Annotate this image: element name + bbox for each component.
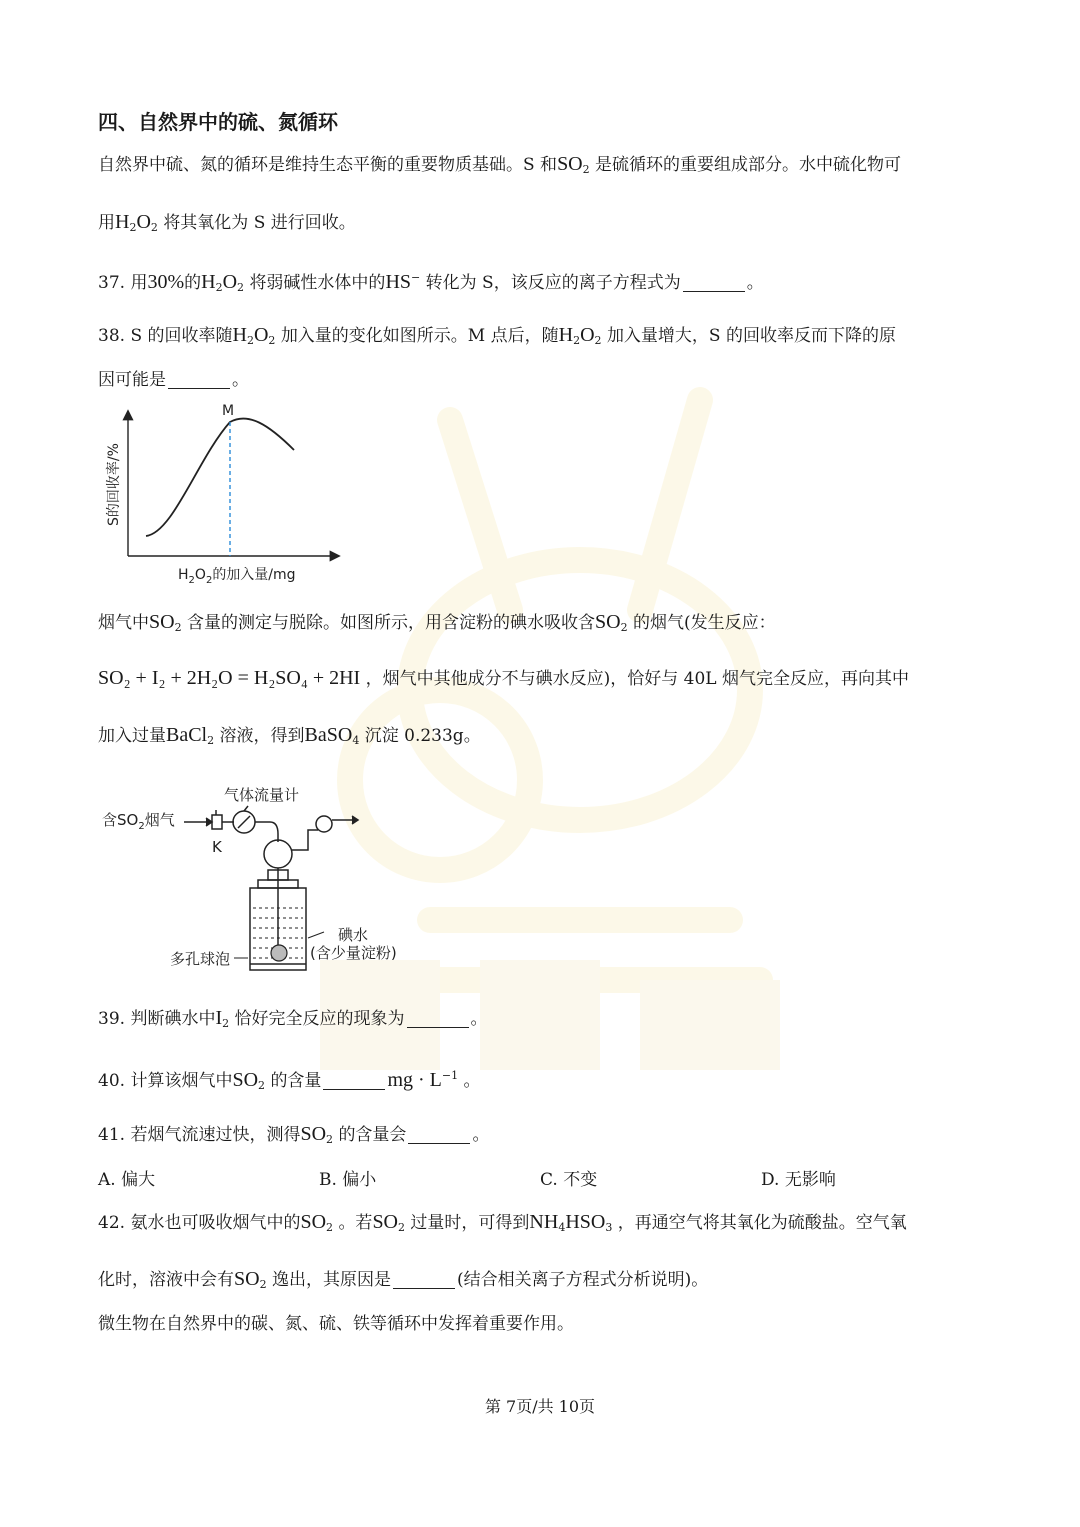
valve-k-icon xyxy=(212,815,222,829)
formula-i2: I xyxy=(215,1007,223,1029)
absorption-apparatus xyxy=(98,778,438,978)
option-b[interactable]: B. 偏小 xyxy=(319,1170,377,1190)
question-41: 41. 若烟气流速过快，测得$SO_2$ 的含量会 。 xyxy=(98,1123,490,1146)
flue-text: 含量的测定与脱除。如图所示，用含淀粉的碘水吸收含 xyxy=(186,613,595,633)
iodine-water-label: 碘水 xyxy=(338,926,369,944)
porous-bubbler-icon xyxy=(271,945,287,961)
q37-text: 37. 用 xyxy=(98,273,148,293)
question-38-cont xyxy=(98,368,249,392)
option-c[interactable]: C. 不变 xyxy=(540,1170,598,1190)
question-40: 40. 计算该烟气中$SO_2$ 的含量 mg · $L^{-1}$ 。 xyxy=(98,1069,481,1092)
q41-text: 41. 若烟气流速过快，测得 xyxy=(98,1125,301,1145)
q37-text: 的 xyxy=(184,273,202,293)
starch-label: (含少量淀粉) xyxy=(310,944,397,962)
q37-text: 。 xyxy=(746,273,764,293)
formula-bacl2: BaCl xyxy=(166,724,208,746)
q38-text: 加入量增大，S 的回收率反而下降的原 xyxy=(606,326,896,346)
formula-baso4: BaSO xyxy=(304,724,353,746)
flue-line-1: 烟气中$SO_2$ 含量的测定与脱除。如图所示，用含淀粉的碘水吸收含$SO_2$ 的烟气(发生反应： xyxy=(98,611,776,634)
q42-text: (结合相关离子方程式分析说明)。 xyxy=(456,1270,709,1290)
valve-label: K xyxy=(212,838,222,856)
bubbler-label: 多孔球泡 xyxy=(170,950,231,968)
formula-nh4hso3: NH xyxy=(529,1211,559,1233)
flue-line-2 xyxy=(98,666,909,691)
q38-text: 38. S 的回收率随 xyxy=(98,326,233,346)
q38-text: 加入量的变化如图所示。M 点后，随 xyxy=(280,326,559,346)
inlet-label: 含$SO_2$烟气 xyxy=(102,811,175,832)
q38-text: 。 xyxy=(232,370,249,390)
recovery-curve xyxy=(146,418,294,536)
q42-text: 化时，溶液中会有 xyxy=(98,1270,234,1290)
intro-text: 自然界中硫、氮的循环是维持生态平衡的重要物质基础。S 和 xyxy=(98,155,558,175)
answer-blank[interactable] xyxy=(393,1270,455,1289)
closing-line: 微生物在自然界中的碳、氮、硫、铁等循环中发挥着重要作用。 xyxy=(98,1314,574,1334)
q41-text: 的含量会 xyxy=(338,1125,407,1145)
question-42-cont: 化时，溶液中会有$SO_2$ 逸出，其原因是 (结合相关离子方程式分析说明)。 xyxy=(98,1268,709,1291)
intro-text: 将其氧化为 S 进行回收。 xyxy=(163,213,356,233)
flow-meter-label: 气体流量计 xyxy=(224,786,300,804)
answer-blank[interactable] xyxy=(408,1125,470,1144)
answer-blank[interactable] xyxy=(407,1009,469,1028)
q42-text: 。若 xyxy=(338,1213,373,1233)
q42-text: 过量时，可得到 xyxy=(410,1213,530,1233)
flue-text: 烟气中 xyxy=(98,613,149,633)
flue-text: 溶液，得到 xyxy=(219,726,305,746)
answer-blank[interactable] xyxy=(168,370,230,389)
q37-text: 转化为 S，该反应的离子方程式为 xyxy=(425,273,681,293)
q39-text: 。 xyxy=(470,1009,488,1029)
question-42: 42. 氨水也可吸收烟气中的$SO_2$ 。若$SO_2$ 过量时，可得到$NH_4HSO_3$ ，再通空气将其氧化为硫酸盐。空气氧 xyxy=(98,1211,907,1234)
q40-text: 40. 计算该烟气中 xyxy=(98,1071,233,1091)
flue-text: ，烟气中其他成分不与碘水反应)，恰好与 40L 烟气完全反应，再向其中 xyxy=(365,669,909,689)
intro-line-1: 自然界中硫、氮的循环是维持生态平衡的重要物质基础。S 和$SO_2$ 是硫循环的重要组成部分。水中硫化物可 xyxy=(98,153,902,176)
formula-h2o2: H xyxy=(115,211,130,233)
option-a[interactable]: A. 偏大 xyxy=(98,1170,156,1190)
formula-so2: SO xyxy=(557,153,583,175)
q40-text: 。 xyxy=(463,1071,481,1091)
y-axis-label: S的回收率/% xyxy=(106,443,122,526)
option-d[interactable]: D. 无影响 xyxy=(761,1170,836,1190)
q37-text: 将弱碱性水体中的 xyxy=(249,273,386,293)
percent-value: 30% xyxy=(147,271,185,293)
q42-text: ，再通空气将其氧化为硫酸盐。空气氧 xyxy=(617,1213,907,1233)
q38-text: 因可能是 xyxy=(98,370,166,390)
question-38: 38. S 的回收率随$H_2O_2$ 加入量的变化如图所示。M 点后，随$H_2O_2$ 加入量增大，S 的回收率反而下降的原 xyxy=(98,324,896,347)
q39-text: 恰好完全反应的现象为 xyxy=(234,1009,405,1029)
unit-mg-per-l: mg · L xyxy=(387,1069,442,1091)
page-footer: 第 7页/共 10页 xyxy=(484,1397,596,1416)
answer-blank[interactable] xyxy=(323,1071,385,1090)
q41-text: 。 xyxy=(472,1125,490,1145)
q40-text: 的含量 xyxy=(270,1071,322,1091)
q39-text: 39. 判断碘水中 xyxy=(98,1009,216,1029)
x-axis-label: $H_2O_2$的加入量/mg xyxy=(178,567,296,586)
intro-text: 用 xyxy=(98,213,115,233)
intro-text: 是硫循环的重要组成部分。水中硫化物可 xyxy=(595,155,902,175)
absorber-bulb xyxy=(264,840,292,868)
reaction-equation: SO₂ + I₂ + 2H₂O = H₂SO₄ + 2HI xyxy=(98,667,361,689)
question-37: 37. 用30%的$H_2O_2$ 将弱碱性水体中的HS− 转化为 S，该反应的离子方程式为 。 xyxy=(98,271,764,294)
flue-text: 加入过量 xyxy=(98,726,166,746)
q42-text: 逸出，其原因是 xyxy=(271,1270,391,1290)
section-title: 四、自然界中的硫、氮循环 xyxy=(98,110,338,134)
flue-text: 的烟气(发生反应： xyxy=(632,613,776,633)
flue-line-3: 加入过量BaCl$_2$ 溶液，得到BaSO$_4$ 沉淀 0.233g。 xyxy=(98,724,481,747)
formula-hs: HS xyxy=(385,271,412,293)
peak-label: M xyxy=(222,403,235,419)
answer-blank[interactable] xyxy=(683,273,745,292)
question-39: 39. 判断碘水中$I_2$ 恰好完全反应的现象为 。 xyxy=(98,1007,488,1030)
intro-line-2: 用$H_2O_2$ 将其氧化为 S 进行回收。 xyxy=(98,211,356,234)
q42-text: 42. 氨水也可吸收烟气中的 xyxy=(98,1213,301,1233)
recovery-rate-graph xyxy=(98,398,348,588)
flue-text: 沉淀 0.233g。 xyxy=(364,726,481,746)
